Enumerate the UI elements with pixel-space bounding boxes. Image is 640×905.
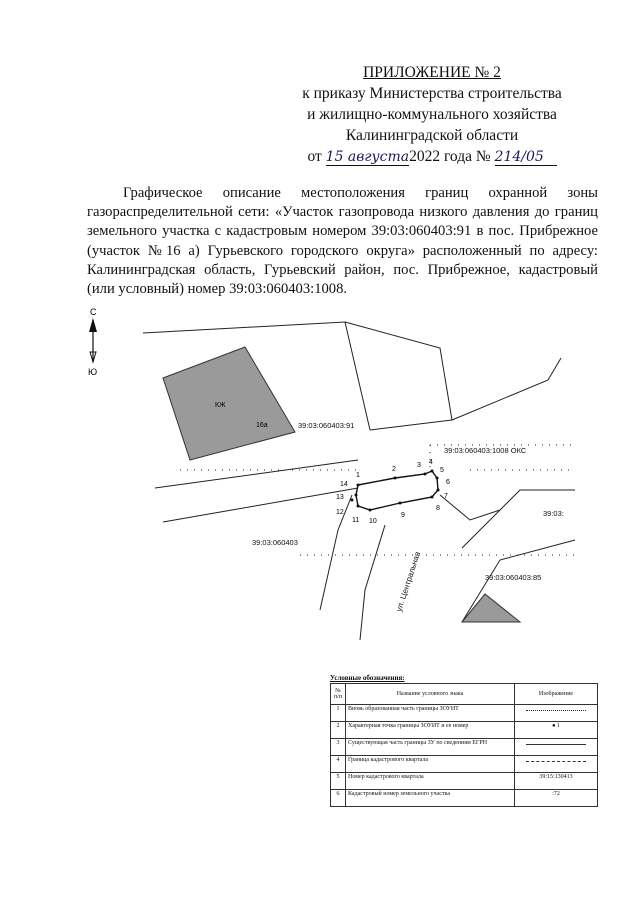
legend-header-image: Изображение xyxy=(515,684,598,705)
dotted-line-symbol xyxy=(526,710,586,711)
south-label: Ю xyxy=(88,367,98,377)
table-row xyxy=(331,756,598,773)
point-label: 13 xyxy=(336,494,344,501)
point-label: 4 xyxy=(429,459,433,466)
table-row xyxy=(331,722,598,739)
date-year: 2022 года № xyxy=(409,148,491,165)
point-labels xyxy=(336,459,450,525)
point-label: 12 xyxy=(336,509,344,516)
cadastral-map xyxy=(0,300,640,670)
point-label: 3 xyxy=(417,462,421,469)
parcel-partial-label: 39:03: xyxy=(543,509,564,518)
legend-table xyxy=(330,683,598,807)
point-label: 10 xyxy=(369,518,377,525)
row-number: 2 xyxy=(331,722,346,739)
parcel-1008-label: 39:03:060403:1008 ОКС xyxy=(444,446,527,455)
date-prefix: от xyxy=(307,148,322,165)
point-label: 2 xyxy=(392,466,396,473)
table-row xyxy=(331,705,598,722)
handwritten-date: 15 августа xyxy=(325,149,410,165)
point-label: 14 xyxy=(340,481,348,488)
row-number: 1 xyxy=(331,705,346,722)
table-row xyxy=(331,773,598,790)
point-label: 6 xyxy=(446,479,450,486)
building-number-label: 16а xyxy=(256,422,268,429)
row-name: Существующая часть границы ЗУ по сведениям ЕГРН xyxy=(346,739,515,756)
row-number: 4 xyxy=(331,756,346,773)
table-row xyxy=(331,739,598,756)
row-image: ● 1 xyxy=(515,722,598,739)
row-name: Кадастровый номер земельного участка xyxy=(346,790,515,807)
row-image xyxy=(515,756,598,773)
row-image: :72 xyxy=(515,790,598,807)
dashed-line-symbol xyxy=(526,761,586,762)
street-label: ул. Центральная xyxy=(394,550,423,613)
order-line-2: и жилищно-коммунального хозяйства xyxy=(307,106,557,123)
solid-line-symbol xyxy=(526,744,586,745)
order-date-line xyxy=(282,146,582,167)
row-image: 39:15:130413 xyxy=(515,773,598,790)
building-16a xyxy=(163,347,295,460)
handwritten-number: 214/05 xyxy=(495,149,557,166)
appendix-title: ПРИЛОЖЕНИЕ № 2 xyxy=(363,64,501,81)
protection-zone-boundary xyxy=(356,471,438,510)
row-number: 3 xyxy=(331,739,346,756)
parcel-91-label: 39:03:060403:91 xyxy=(298,421,355,430)
point-label: 11 xyxy=(352,517,360,524)
quarter-label: 39:03:060403 xyxy=(252,538,298,547)
row-number: 6 xyxy=(331,790,346,807)
row-name: Номер кадастрового квартала xyxy=(346,773,515,790)
order-line-3: Калининградской области xyxy=(345,127,519,144)
legend-header-number: № п/п xyxy=(331,684,346,705)
description-paragraph: Графическое описание местоположения границ охранной зоны газораспределительной сети: «Участок газопровода низкого давления до границ земельного участка с кадастровым номером 39:03:060403:91 в пос. Прибрежное (участок №16 а) Гурьевского городского округа» расположенный по адресу: Калининградская область, Гурьевский район, пос. Прибрежное, кадастровый (или условный) номер 39:03:060403:1008. xyxy=(87,185,598,298)
row-name: Граница кадастрового квартала xyxy=(346,756,515,773)
legend-header-name: Название условного знака xyxy=(346,684,515,705)
row-name: Характерная точка границы ЗОУИТ и ее номер xyxy=(346,722,515,739)
table-row xyxy=(331,790,598,807)
document-header xyxy=(282,62,582,167)
legend-title: Условные обозначения: xyxy=(330,674,405,682)
legend xyxy=(330,674,598,807)
row-image xyxy=(515,739,598,756)
point-label: 1 xyxy=(356,472,360,479)
characteristic-points xyxy=(351,470,440,512)
point-label: 8 xyxy=(436,505,440,512)
order-line-1: к приказу Министерства строительства xyxy=(302,85,562,102)
point-label: 9 xyxy=(401,512,405,519)
north-arrow-icon xyxy=(88,307,97,377)
point-label: 7 xyxy=(444,493,448,500)
building-code-label: КЖ xyxy=(215,402,226,409)
row-name: Вновь образованная часть границы ЗОУИТ xyxy=(346,705,515,722)
parcel-85-label: 39:03:060403:85 xyxy=(485,573,542,582)
row-image xyxy=(515,705,598,722)
point-label: 5 xyxy=(440,467,444,474)
row-number: 5 xyxy=(331,773,346,790)
north-label: С xyxy=(90,307,97,317)
